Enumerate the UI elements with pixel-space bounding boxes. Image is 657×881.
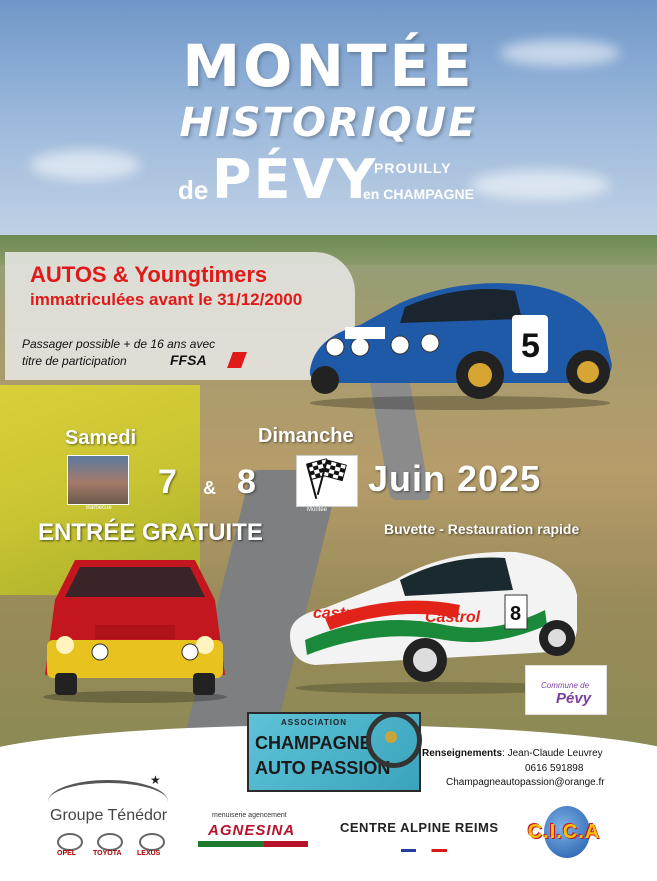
checkered-flags-icon [296,455,358,507]
svg-text:5: 5 [521,327,540,365]
commune-logo-name: Pévy [556,690,592,707]
refreshments-text: Buvette - Restauration rapide [384,521,580,537]
sponsor-tenedor: Groupe Ténédor [50,807,168,824]
svg-text:Castrol: Castrol [425,609,481,626]
steering-wheel-hub [385,731,397,743]
agnesina-tagline: menuiserie agencement [212,812,287,819]
date-day-2: 8 [237,463,256,501]
svg-text:castrol: castrol [313,605,366,622]
title-historique: HISTORIQUE [179,100,478,146]
date-day-1: 7 [158,463,177,501]
free-entry-text: ENTRÉE GRATUITE [38,519,263,546]
passenger-note-line2: titre de participation [22,354,127,368]
brand-opel: OPEL [57,850,77,857]
sponsor-alpine: CENTRE ALPINE REIMS [340,820,499,835]
blue-alpine-car [300,275,620,410]
star-icon: ★ [150,773,161,787]
sponsor-agnesina: AGNESINA [208,822,296,839]
cloud [30,150,140,180]
agnesina-bar [198,841,308,847]
contact-line [422,748,603,759]
association-small-label: ASSOCIATION [281,718,347,727]
photo-caption: Barbecue [86,505,112,511]
lexus-logo-icon [139,833,165,851]
brand-toyota: TOYOTA [93,850,122,857]
contact-name: : Jean-Claude Leuvrey [502,748,603,759]
barbecue-photo [67,455,129,505]
contact-email: Champagneautopassion@orange.fr [446,777,605,788]
red-renault5-car [35,555,235,705]
title-town: PÉVY [212,148,378,211]
opel-logo-icon [57,833,83,851]
association-line1: CHAMPAGNE [255,733,372,753]
title-de: de [178,175,209,205]
cloud [470,170,610,200]
association-line2: AUTO PASSION [255,758,391,778]
title-montee: MONTÉE [182,32,475,100]
day-label-sunday: Dimanche [258,425,354,447]
eligibility-registration: immatriculées avant le 31/12/2000 [30,290,303,309]
title-prouilly: PROUILLY [374,160,452,176]
passenger-note-line1: Passager possible + de 16 ans avec [22,337,216,351]
date-ampersand: & [203,478,216,498]
title-champagne: en CHAMPAGNE [363,186,474,202]
date-month-year: Juin 2025 [368,458,542,499]
flags-caption: Montée [307,507,328,513]
contact-label: Renseignements [422,748,503,759]
eligibility-autos: AUTOS & Youngtimers [30,262,268,287]
contact-phone: 0616 591898 [525,763,584,774]
svg-text:8: 8 [510,603,522,625]
commune-logo-small: Commune de [541,681,590,690]
day-label-saturday: Samedi [65,427,137,449]
sponsor-cica: C.I.C.A [527,821,601,843]
brand-lexus: LEXUS [137,850,161,857]
brand-logos [57,833,177,861]
toyota-logo-icon [97,833,123,851]
french-flag-stripe [401,849,447,852]
ffsa-logo: FFSA [170,352,207,368]
